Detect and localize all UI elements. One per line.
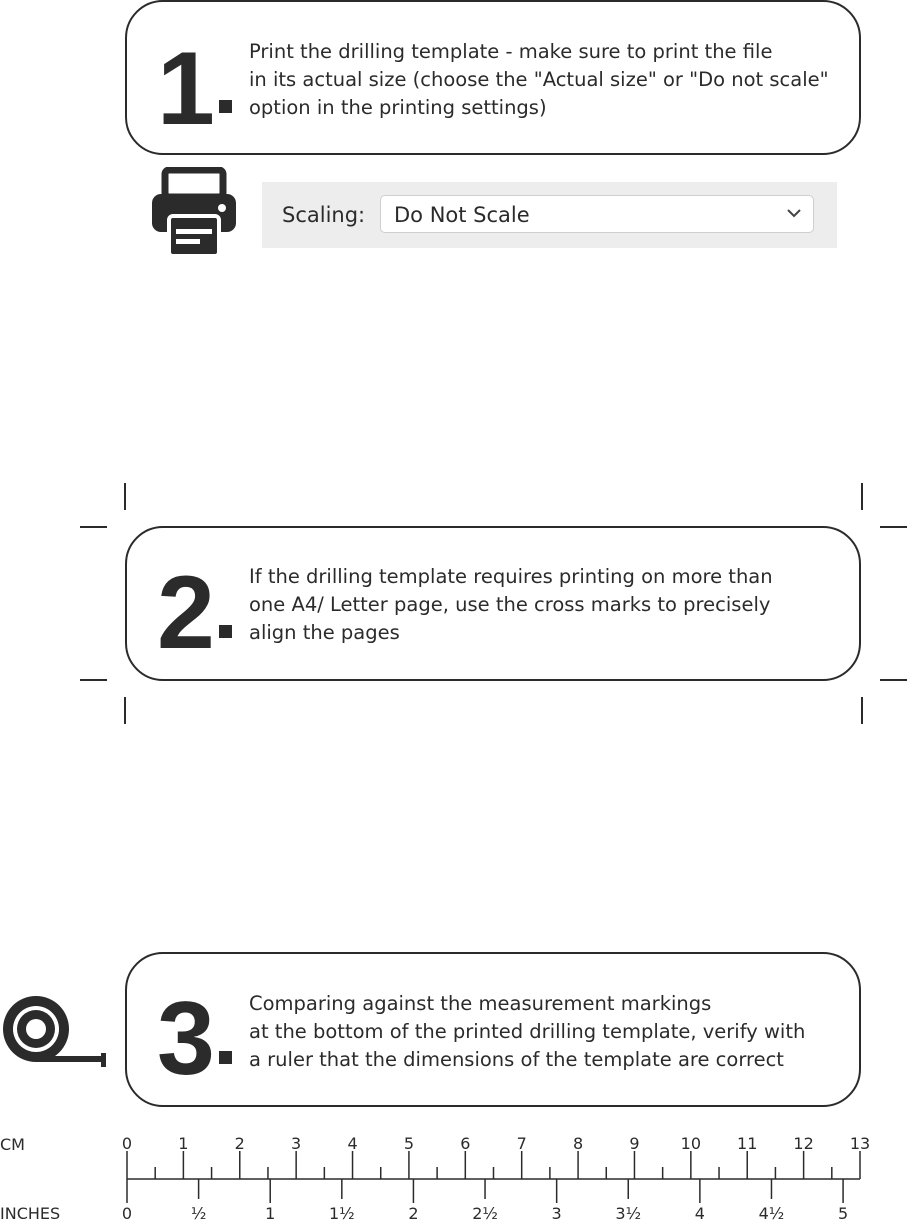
inch-tick-label: 2 bbox=[408, 1204, 419, 1221]
step-2-text: If the drilling template requires printing on more than one A4/ Letter page, use the cross marks to precisely align the pages bbox=[249, 565, 773, 644]
inch-tick-label: 0 bbox=[121, 1204, 133, 1221]
cm-tick-label: 3 bbox=[291, 1134, 302, 1153]
step-2-bullet bbox=[219, 625, 232, 638]
crop-mark bbox=[80, 679, 107, 681]
inches-label: INCHES bbox=[0, 1204, 61, 1223]
inch-tick-label: 3 bbox=[551, 1204, 562, 1221]
cm-tick-label: 2 bbox=[234, 1134, 245, 1153]
cm-tick-label: 12 bbox=[793, 1134, 814, 1153]
crop-mark bbox=[124, 483, 126, 510]
step-2-box bbox=[125, 526, 861, 681]
scaling-label: Scaling: bbox=[282, 203, 366, 227]
crop-mark bbox=[124, 697, 126, 724]
cm-tick-label: 0 bbox=[121, 1134, 133, 1153]
printer-icon bbox=[150, 167, 238, 259]
step-1-text: Print the drilling template - make sure to print the file in its actual size (choose the "Actual size" or "Do not scale" option in the printing settings) bbox=[249, 40, 829, 119]
step-3-bullet bbox=[219, 1051, 232, 1064]
cm-tick-label: 8 bbox=[572, 1134, 584, 1153]
inch-tick-label: 1 bbox=[265, 1204, 276, 1221]
step-2-number: 2 bbox=[157, 555, 211, 671]
crop-mark bbox=[880, 679, 907, 681]
inch-tick-label: 3½ bbox=[615, 1204, 642, 1221]
cm-tick-label: 6 bbox=[460, 1134, 471, 1153]
step-3-number: 3 bbox=[157, 981, 211, 1097]
cm-tick-label: 11 bbox=[737, 1134, 758, 1153]
step-1-box bbox=[125, 0, 861, 155]
step-3-box bbox=[125, 952, 861, 1107]
inch-tick-label: 4 bbox=[694, 1204, 705, 1221]
step-1-number: 1 bbox=[157, 31, 211, 147]
cm-tick-label: 4 bbox=[347, 1134, 358, 1153]
cm-tick-label: 5 bbox=[403, 1134, 415, 1153]
tape-measure-icon bbox=[0, 993, 110, 1073]
chevron-down-icon bbox=[787, 209, 801, 218]
crop-mark bbox=[80, 526, 107, 528]
cm-tick-label: 1 bbox=[178, 1134, 189, 1153]
cm-label: CM bbox=[0, 1135, 25, 1154]
cm-tick-label: 10 bbox=[680, 1134, 702, 1153]
crop-mark bbox=[861, 483, 863, 510]
measurement-ruler bbox=[0, 1125, 909, 1221]
scaling-dropdown[interactable] bbox=[380, 195, 814, 233]
cm-tick-label: 9 bbox=[629, 1134, 640, 1153]
inch-tick-label: 5 bbox=[837, 1204, 849, 1221]
crop-mark bbox=[880, 526, 907, 528]
crop-mark bbox=[861, 697, 863, 724]
inch-tick-label: 1½ bbox=[328, 1204, 355, 1221]
inch-tick-label: ½ bbox=[190, 1204, 207, 1221]
step-1-bullet bbox=[219, 100, 232, 113]
step-3-text: Comparing against the measurement markings at the bottom of the printed drilling template, verify with a ruler that the dimensions of the template are correct bbox=[249, 992, 806, 1071]
inch-tick-label: 4½ bbox=[758, 1204, 785, 1221]
cm-tick-label: 13 bbox=[849, 1134, 871, 1153]
cm-tick-label: 7 bbox=[516, 1134, 527, 1153]
scaling-setting bbox=[262, 182, 837, 248]
scaling-value: Do Not Scale bbox=[394, 203, 530, 227]
inch-tick-label: 2½ bbox=[472, 1204, 498, 1221]
